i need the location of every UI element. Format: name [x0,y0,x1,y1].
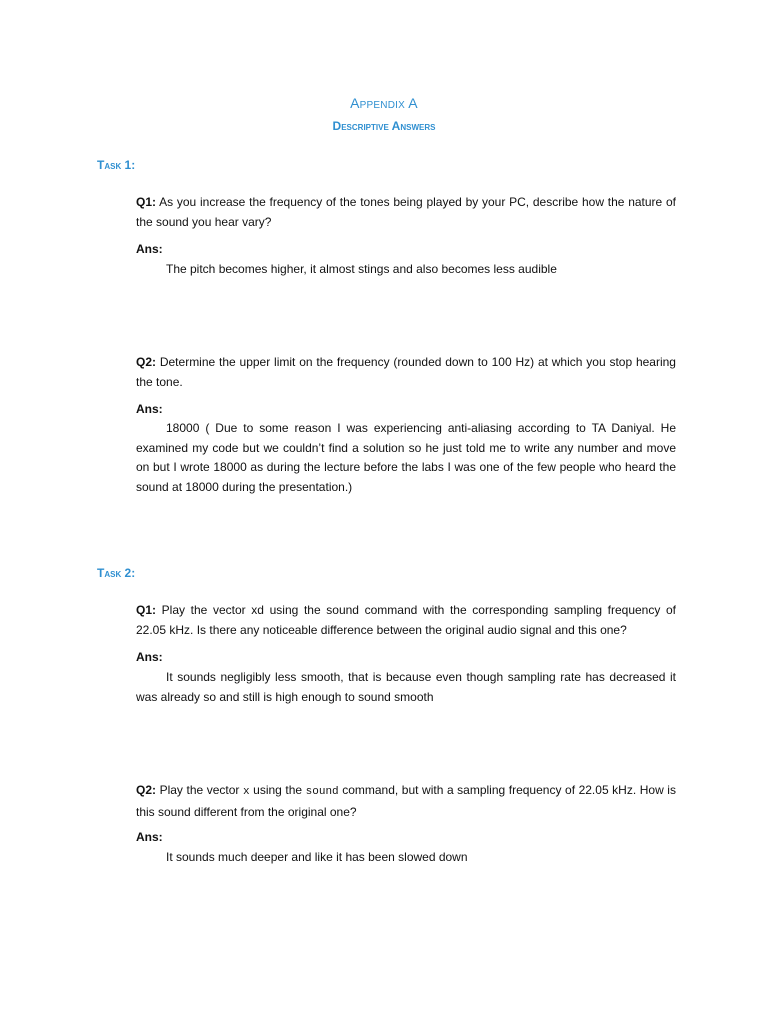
question-text-c: command, but with a sampling frequency of 22.05 kHz. How is this sound different from the original one? [136,783,676,819]
question-text: Play the vector xd using the sound command with the corresponding sampling frequency of 22.05 kHz. Is there any noticeable difference between the original audio signal and this one? [136,603,676,637]
task-2-q1-answer: It sounds negligibly less smooth, that is because even though sampling rate has decreased it was already so and still is high enough to sound smooth [136,670,676,704]
task-2-heading: Task 2: [97,566,136,580]
task-1-q2-ans-label: Ans: [136,402,163,416]
task-1-question-2 [136,353,676,392]
question-number: Q1: [136,195,157,209]
question-text: As you increase the frequency of the tones being played by your PC, describe how the nature of the sound you hear vary? [136,195,676,229]
task-1-q1-answer: The pitch becomes higher, it almost stings and also becomes less audible [166,262,557,276]
question-text-a: Play the vector [159,783,240,797]
task-2-question-1 [136,601,676,640]
question-text: Determine the upper limit on the frequency (rounded down to 100 Hz) at which you stop hearing the tone. [136,355,676,389]
question-number: Q1: [136,603,157,617]
task-1-q1-ans-label: Ans: [136,242,163,256]
appendix-title: Appendix A [350,95,418,111]
question-number: Q2: [136,355,157,369]
appendix-subtitle: Descriptive Answers [332,119,436,133]
task-2-question-2 [136,781,676,822]
task-2-q2-answer: It sounds much deeper and like it has been slowed down [166,850,468,864]
task-2-q2-ans-label: Ans: [136,830,163,844]
question-number: Q2: [136,783,157,797]
task-1-q2-answer: 18000 ( Due to some reason I was experiencing anti-aliasing according to TA Daniyal. He examined my code but we couldn’t find a solution so he just told me to write any number and move on but I wrote 18000 as during the lecture before the labs I was one of the few people who heard the sound at 18000 during the presentation.) [136,421,676,494]
code-x: x [242,786,250,798]
question-text-b: using the [253,783,303,797]
task-2-q1-ans-label: Ans: [136,650,163,664]
task-1-question-1 [136,193,676,232]
code-sound: sound [305,786,339,798]
task-1-heading: Task 1: [97,158,136,172]
